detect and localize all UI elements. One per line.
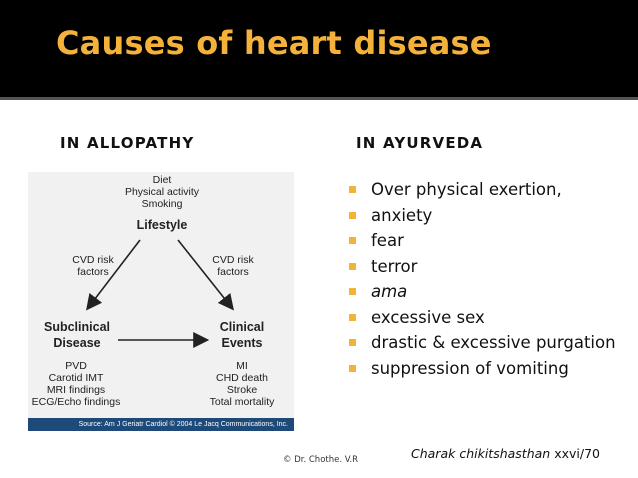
ayurveda-item: excessive sex [349,305,634,331]
subclinical-item-carotid: Carotid IMT [48,372,104,384]
bullet-icon [349,288,356,295]
clinical-item-mi: MI [236,360,248,372]
subclinical-item-pvd: PVD [65,360,87,372]
subclinical-item-ecg: ECG/Echo findings [31,396,121,408]
ayurveda-list [349,177,634,381]
citation-source: Charak chikitshasthan [411,446,551,461]
right-arrow-label-2: factors [217,266,249,278]
citation [411,446,600,461]
node-subclinical-2: Disease [53,336,101,350]
node-subclinical-1: Subclinical [44,320,110,334]
ayurveda-item: fear [349,228,634,254]
left-arrow-label-2: factors [77,266,109,278]
lifestyle-diagram [28,172,294,431]
bullet-icon [349,237,356,244]
ayurveda-item: terror [349,254,634,280]
node-clinical-1: Clinical [219,320,265,334]
diagram-source: Source: Am J Geriatr Cardiol © 2004 Le Jacq Communications, Inc. [28,418,294,431]
copyright-text: © Dr. Chothe. V.R [283,455,359,465]
node-clinical-2: Events [221,336,263,350]
ayurveda-heading: IN AYURVEDA [356,134,484,152]
clinical-item-mortality: Total mortality [209,396,275,408]
clinical-item-chd: CHD death [216,372,268,384]
ayurveda-item: drastic & excessive purgation [349,330,634,356]
left-arrow-label-1: CVD risk [72,254,114,266]
subclinical-item-mri: MRI findings [46,384,106,396]
slide-title: Causes of heart disease [56,24,492,62]
ayurveda-item: Over physical exertion, [349,177,634,203]
factor-diet: Diet [152,174,172,186]
bullet-icon [349,212,356,219]
right-arrow-label-1: CVD risk [212,254,254,266]
factor-smoking: Smoking [141,198,183,210]
allopathy-heading: IN ALLOPATHY [60,134,195,152]
bullet-icon [349,339,356,346]
bullet-icon [349,365,356,372]
title-bar [0,0,638,100]
ayurveda-item: suppression of vomiting [349,356,634,382]
clinical-item-stroke: Stroke [226,384,258,396]
node-lifestyle: Lifestyle [136,218,188,232]
ayurveda-item: ama [349,279,634,305]
bullet-icon [349,263,356,270]
factor-physical-activity: Physical activity [124,186,200,198]
bullet-icon [349,186,356,193]
bullet-icon [349,314,356,321]
citation-ref: xxvi/70 [550,446,600,461]
ayurveda-item: anxiety [349,203,634,229]
